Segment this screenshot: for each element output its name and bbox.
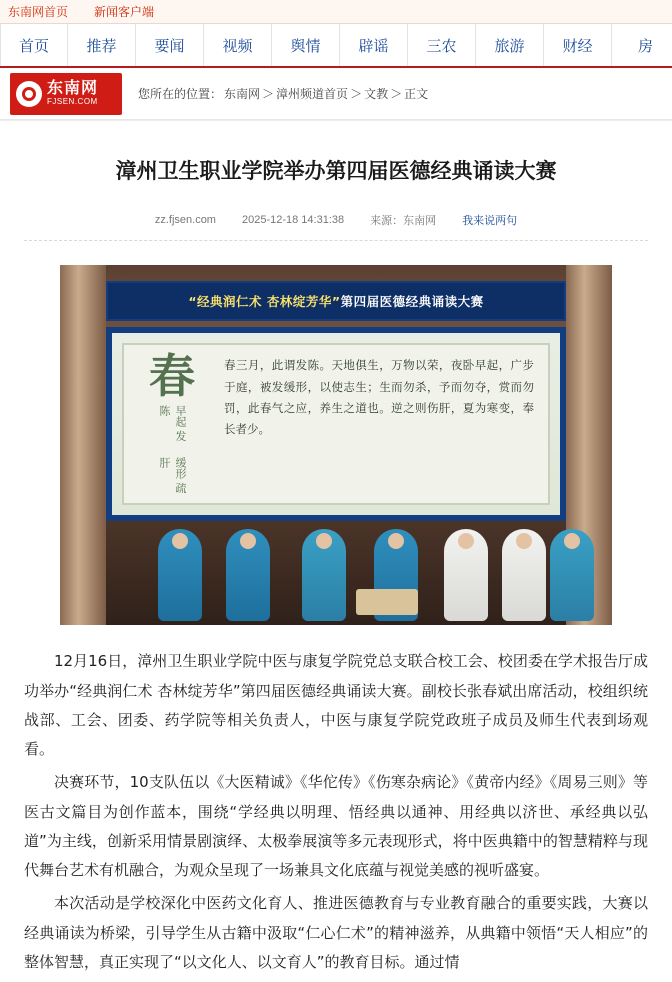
comment-link[interactable]: 我来说两句 [462, 215, 518, 228]
breadcrumb-sep-2: ＞ [390, 87, 403, 101]
nav-item-video[interactable]: 视频 [204, 24, 272, 66]
screen-side-col-0: 早起 发陈 [158, 405, 187, 442]
nav-item-public-opinion[interactable]: 舆情 [272, 24, 340, 66]
article-photo [60, 265, 612, 625]
top-utility-bar [0, 0, 672, 24]
performer-figure [444, 529, 488, 621]
logo-text-en: FJSEN.COM [47, 96, 98, 106]
meta-datetime: 2025-12-18 14:31:38 [241, 214, 345, 227]
nav-item-recommend[interactable]: 推荐 [68, 24, 136, 66]
nav-item-headlines[interactable]: 要闻 [136, 24, 204, 66]
nav-item-travel[interactable]: 旅游 [476, 24, 544, 66]
topbar-link-news-app[interactable]: 新闻客户端 [94, 5, 155, 19]
nav-item-rumor-refute[interactable]: 辟谣 [340, 24, 408, 66]
article-meta [24, 212, 648, 241]
photo-performers [106, 521, 566, 621]
logo-mark-icon [16, 81, 42, 107]
performer-figure [502, 529, 546, 621]
article-paragraph: 12月16日，漳州卫生职业学院中医与康复学院党总支联合校工会、校团委在学术报告厅成功举办“经典润仁术 杏林绽芳华”第四届医德经典诵读大赛。副校长张春斌出席活动，校组织统战部、工会、团委、药学院等相关负责人，中医与康复学院党政班子成员及师生代表到场观看。 [24, 652, 648, 759]
breadcrumb-item-2[interactable]: 文教 [364, 87, 389, 101]
nav-item-home[interactable]: 首页 [0, 24, 68, 66]
banner-rest-text: 第四届医德经典诵读大赛 [340, 294, 484, 310]
logo-breadcrumb-band [0, 68, 672, 120]
main-navigation [0, 24, 672, 68]
photo-stage-banner [106, 281, 566, 321]
nav-item-agriculture[interactable]: 三农 [408, 24, 476, 66]
logo-text-cn: 东南网 [47, 79, 99, 97]
nav-item-realestate[interactable]: 房 [612, 24, 672, 66]
screen-left-panel [124, 345, 220, 503]
breadcrumb-item-1[interactable]: 漳州频道首页 [276, 87, 349, 101]
page-title: 漳州卫生职业学院举办第四届医德经典诵读大赛 [115, 159, 557, 183]
breadcrumb-sep-0: ＞ [262, 87, 275, 101]
performer-figure [158, 529, 202, 621]
meta-site: zz.fjsen.com [154, 214, 216, 227]
photo-pillar-left [60, 265, 106, 625]
banner-quote-text: “经典润仁术 杏林绽芳华” [188, 294, 341, 310]
screen-side-col-1: 缓形 疏肝 [158, 457, 187, 494]
nav-item-finance[interactable]: 财经 [544, 24, 612, 66]
photo-led-screen [106, 327, 566, 521]
screen-classic-text: 春三月，此谓发陈。天地俱生，万物以荣，夜卧早起，广步于庭，被发缓形，以使志生；生而勿杀，予而勿夺，赏而勿罚，此春气之应，养生之道也。逆之则伤肝，夏为寒变，奉长者少。 [224, 358, 534, 437]
performer-figure [226, 529, 270, 621]
article-body [24, 647, 648, 977]
photo-stage-table-prop [356, 589, 418, 615]
article-paragraph: 决赛环节，10支队伍以《大医精诚》《华佗传》《伤寒杂病论》《黄帝内经》《周易三则》等医古文篇目为创作蓝本，围绕“学经典以明理、悟经典以通神、用经典以济世、承经典以弘道”为主线，创新采用情景剧演绎、太极拳展演等多元表现形式，将中医典籍中的智慧精粹与现代舞台艺术有机融合，为观众呈现了一场兼具文化底蕴与视觉美感的视听盛宴。 [24, 773, 648, 880]
breadcrumb-item-0[interactable]: 东南网 [224, 87, 261, 101]
breadcrumb [138, 85, 428, 102]
article-paragraph: 本次活动是学校深化中医药文化育人、推进医德教育与专业教育融合的重要实践，大赛以经典诵读为桥梁，引导学生从古籍中汲取“仁心仁术”的精神滋养，从典籍中领悟“天人相应”的整体智慧，真正实现了“以文化人、以文育人”的教育目标。通过情 [24, 894, 648, 971]
screen-side-columns [156, 405, 188, 495]
performer-figure [302, 529, 346, 621]
meta-source: 来源：东南网 [370, 215, 437, 228]
topbar-link-home[interactable]: 东南网首页 [8, 5, 69, 19]
breadcrumb-sep-1: ＞ [350, 87, 363, 101]
photo-led-screen-content [122, 343, 550, 505]
breadcrumb-item-3: 正文 [404, 87, 429, 101]
breadcrumb-prefix: 您所在的位置： [138, 87, 223, 101]
performer-figure [550, 529, 594, 621]
site-logo[interactable] [10, 73, 122, 115]
screen-big-character: 春 [149, 349, 195, 404]
article-container [0, 120, 672, 977]
